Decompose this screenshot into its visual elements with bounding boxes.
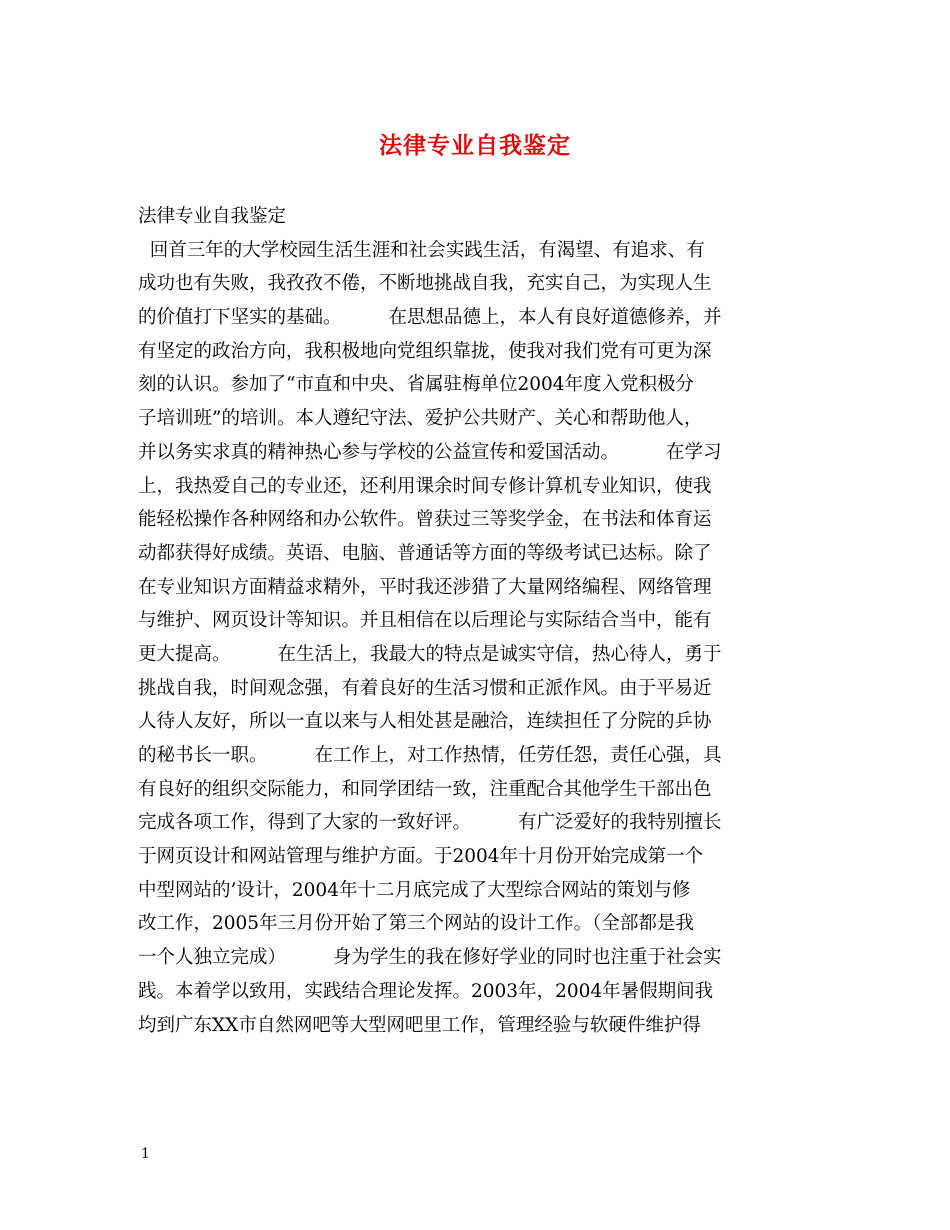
page-number: 1 [141, 1146, 150, 1162]
body-text-line: 成功也有失败，我孜孜不倦，不断地挑战自我，充实自己，为实现人生 [138, 273, 712, 295]
body-text-line: 于网页设计和网站管理与维护方面。于2004年十月份开始完成第一个 [138, 846, 704, 868]
body-text-line: 子培训班”的培训。本人遵纪守法、爱护公共财产、关心和帮助他人， [138, 408, 703, 430]
body-text-line: 中型网站的’设计，2004年十二月底完成了大型综合网站的策划与修 [138, 879, 691, 901]
body-text-line: 与维护、网页设计等知识。并且相信在以后理论与实际结合当中，能有 [138, 610, 712, 632]
body-text-line: 人待人友好，所以一直以来与人相处甚是融洽，连续担任了分院的乒协 [138, 711, 712, 733]
body-text-line: 动都获得好成绩。英语、电脑、普通话等方面的等级考试已达标。除了 [138, 542, 712, 564]
body-heading-line: 法律专业自我鉴定 [138, 206, 287, 227]
body-text-line: 均到广东XX市自然网吧等大型网吧里工作，管理经验与软硬件维护得 [138, 1014, 701, 1036]
body-text-line: 刻的认识。参加了“市直和中央、省属驻梅单位2004年度入党积极分 [138, 374, 695, 396]
body-text-line: 更大提高。 在生活上，我最大的特点是诚实守信，热心待人，勇于 [138, 643, 722, 665]
document-body [138, 200, 818, 1042]
document-title: 法律专业自我鉴定 [379, 132, 571, 159]
body-text-line: 完成各项工作，得到了大家的一致好评。 有广泛爱好的我特别擅长 [138, 812, 722, 834]
body-text-line: 一个人独立完成） 身为学生的我在修好学业的同时也注重于社会实 [138, 947, 722, 969]
body-text-line: 挑战自我，时间观念强，有着良好的生活习惯和正派作风。由于平易近 [138, 677, 712, 699]
body-text-line: 有良好的组织交际能力，和同学团结一致，注重配合其他学生干部出色 [138, 778, 712, 800]
body-text-line: 的价值打下坚实的基础。 在思想品德上，本人有良好道德修养，并 [138, 307, 722, 329]
body-text-line: 的秘书长一职。 在工作上，对工作热情，任劳任怨，责任心强，具 [138, 745, 722, 766]
body-text-line: 践。本着学以致用，实践结合理论发挥。2003年，2004年暑假期间我 [138, 980, 714, 1002]
body-text-line: 并以务实求真的精神热心参与学校的公益宣传和爱国活动。 在学习 [138, 441, 722, 463]
body-text-line: 回首三年的大学校园生活生涯和社会实践生活，有渴望、有追求、有 [138, 239, 705, 261]
body-text-line: 改工作，2005年三月份开始了第三个网站的设计工作。（全部都是我 [138, 913, 694, 935]
body-text-line: 有坚定的政治方向，我积极地向党组织靠拢，使我对我们党有可更为深 [138, 340, 712, 362]
body-text-line: 上，我热爱自己的专业还，还利用课余时间专修计算机专业知识，使我 [138, 475, 712, 497]
body-text-line: 能轻松操作各种网络和办公软件。曾获过三等奖学金，在书法和体育运 [138, 509, 712, 531]
body-text-line: 在专业知识方面精益求精外，平时我还涉猎了大量网络编程、网络管理 [138, 576, 712, 598]
